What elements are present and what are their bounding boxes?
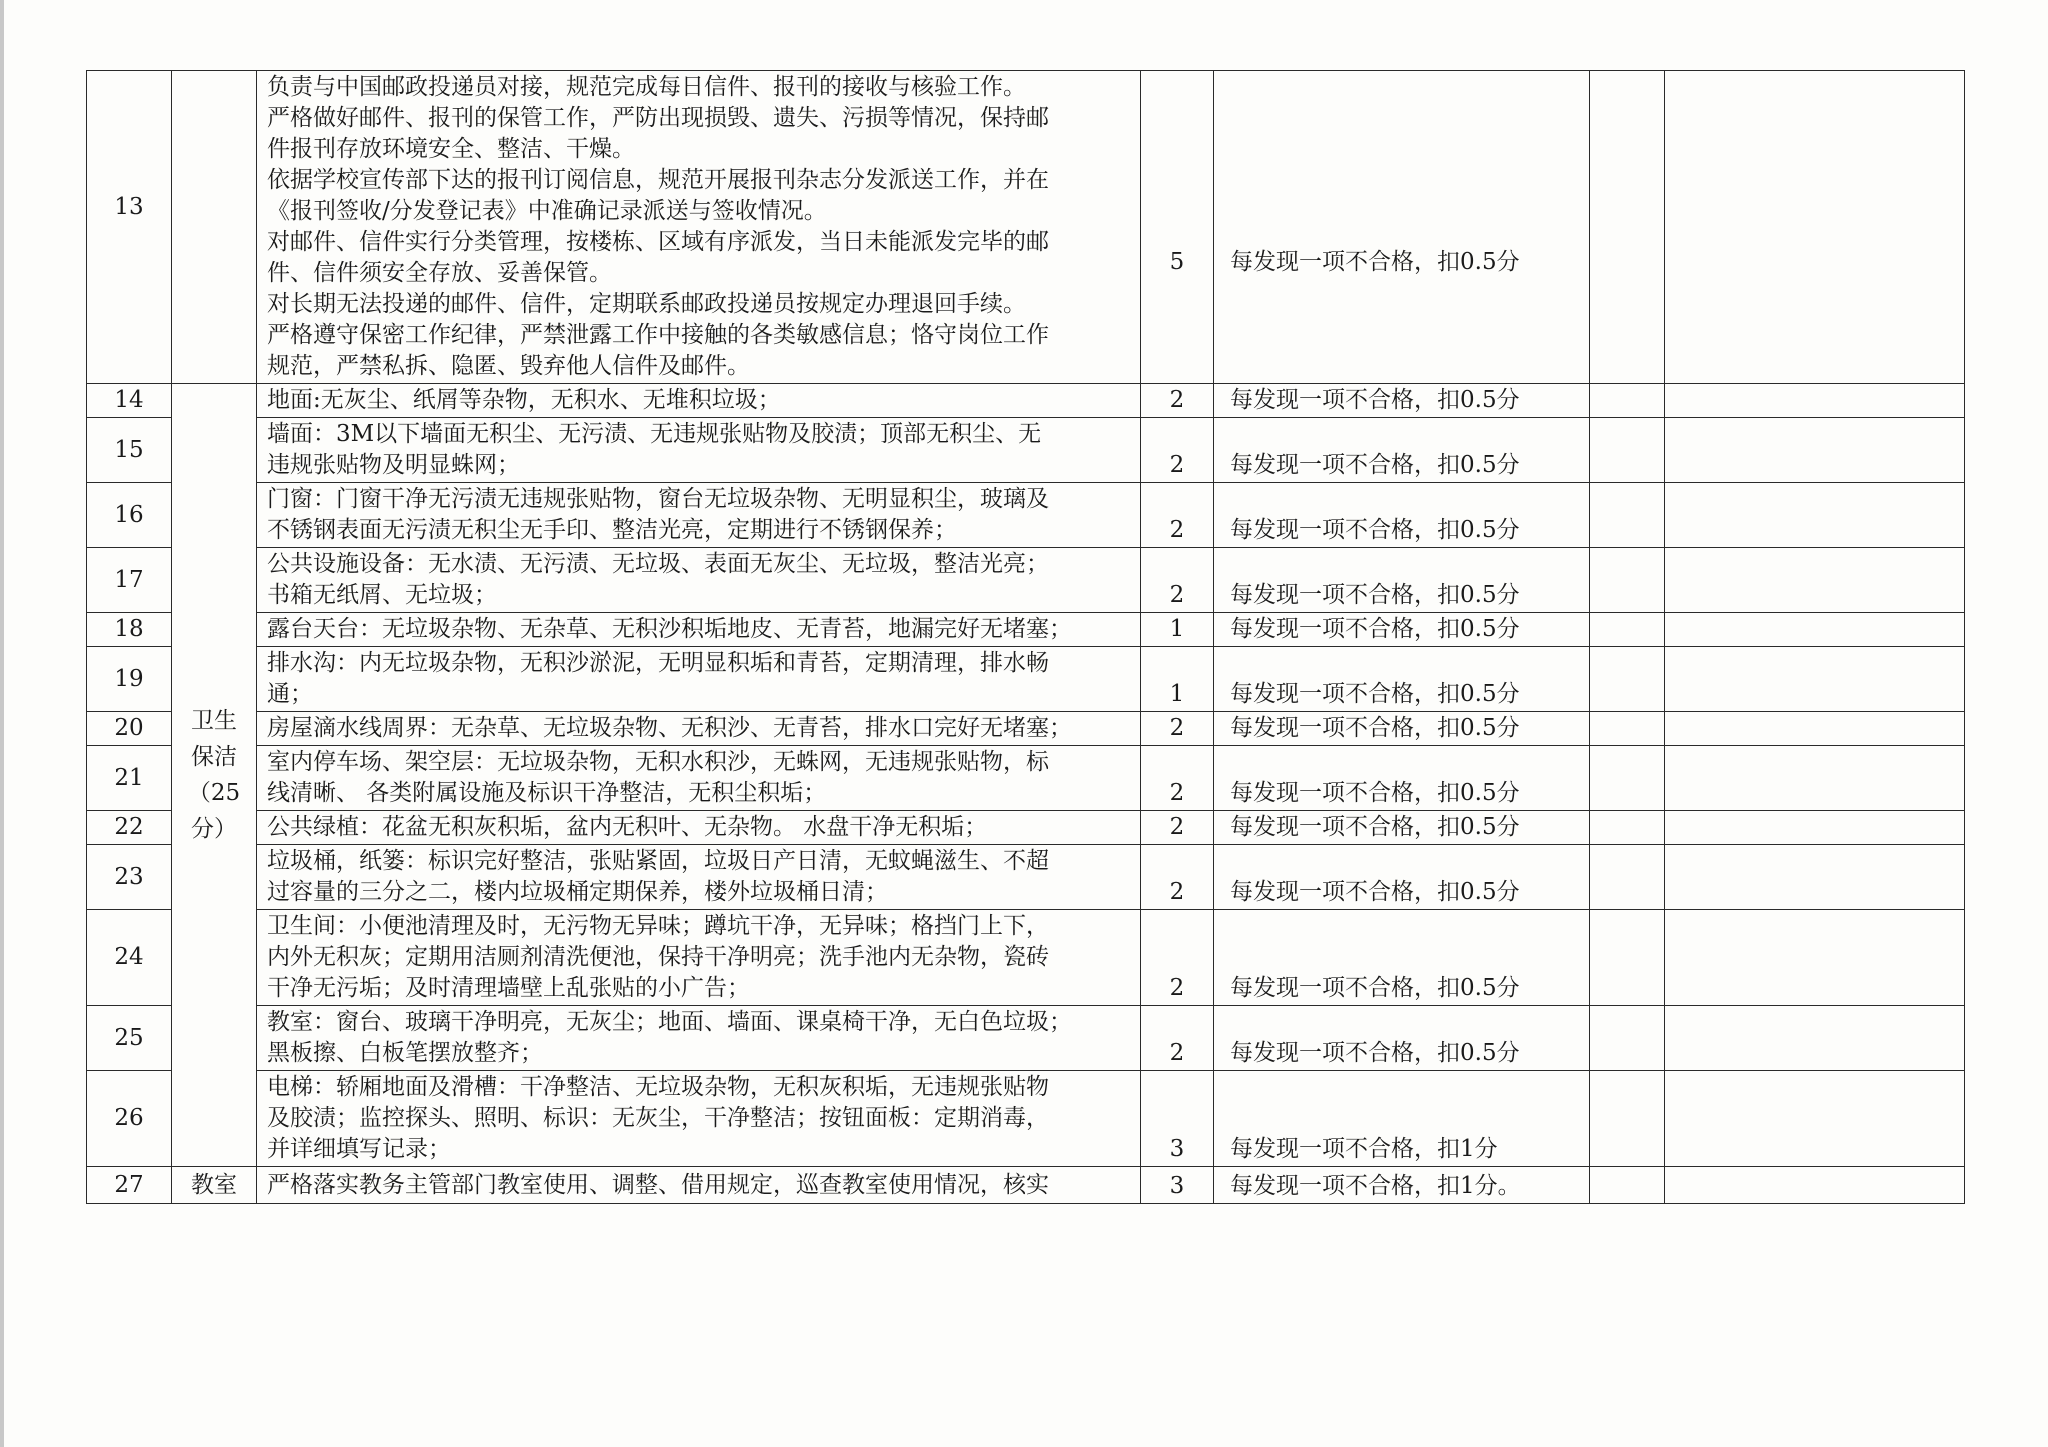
row-number: 20 <box>87 712 172 746</box>
deduction-rule: 每发现一项不合格，扣0.5分 <box>1214 712 1590 746</box>
row-number: 18 <box>87 613 172 647</box>
table-row <box>87 1167 1965 1204</box>
requirement-line: 对邮件、信件实行分类管理，按楼栋、区域有序派发，当日未能派发完毕的邮 <box>267 229 1049 255</box>
blank-cell <box>1590 746 1665 811</box>
requirement-line: 依据学校宣传部下达的报刊订阅信息，规范开展报刊杂志分发派送工作，并在 <box>267 167 1049 193</box>
blank-cell <box>1665 1006 1965 1071</box>
row-number: 17 <box>87 548 172 613</box>
blank-cell <box>1665 910 1965 1006</box>
row-number: 27 <box>87 1167 172 1204</box>
deduction-rule: 每发现一项不合格，扣0.5分 <box>1214 647 1590 712</box>
requirement-content <box>257 845 1141 910</box>
requirement-content <box>257 647 1141 712</box>
requirement-line: 书箱无纸屑、无垃圾； <box>267 582 497 608</box>
requirement-content <box>257 483 1141 548</box>
blank-cell <box>1665 483 1965 548</box>
row-number: 19 <box>87 647 172 712</box>
deduction-rule: 每发现一项不合格，扣0.5分 <box>1214 71 1590 384</box>
requirement-content <box>257 613 1141 647</box>
requirement-line: 公共绿植：花盆无积灰积垢，盆内无积叶、无杂物。 水盘干净无积垢； <box>267 814 988 840</box>
table-row <box>87 1071 1965 1167</box>
requirement-line: 并详细填写记录； <box>267 1136 451 1162</box>
table-row <box>87 71 1965 384</box>
deduction-rule: 每发现一项不合格，扣0.5分 <box>1214 845 1590 910</box>
requirement-line: 严格落实教务主管部门教室使用、调整、借用规定，巡查教室使用情况，核实 <box>267 1171 1049 1198</box>
requirement-line: 黑板擦、白板笔摆放整齐； <box>267 1040 543 1066</box>
requirement-line: 干净无污垢；及时清理墙壁上乱张贴的小广告； <box>267 975 750 1001</box>
blank-cell <box>1590 845 1665 910</box>
requirement-line: 件报刊存放环境安全、整洁、干燥。 <box>267 136 635 162</box>
requirement-content <box>257 418 1141 483</box>
category-line: 分） <box>191 816 237 842</box>
blank-cell <box>1590 910 1665 1006</box>
requirement-line: 不锈钢表面无污渍无积尘无手印、整洁光亮，定期进行不锈钢保养； <box>267 517 957 543</box>
requirement-line: 严格遵守保密工作纪律，严禁泄露工作中接触的各类敏感信息；恪守岗位工作 <box>267 322 1049 348</box>
requirement-content <box>257 811 1141 845</box>
row-number: 14 <box>87 384 172 418</box>
table-row <box>87 746 1965 811</box>
deduction-rule: 每发现一项不合格，扣0.5分 <box>1214 418 1590 483</box>
deduction-rule: 每发现一项不合格，扣1分。 <box>1214 1167 1590 1204</box>
category-line: 卫生 <box>191 708 237 734</box>
row-number: 25 <box>87 1006 172 1071</box>
blank-cell <box>1665 1167 1965 1204</box>
score-cell: 5 <box>1141 71 1214 384</box>
requirement-line: 地面:无灰尘、纸屑等杂物，无积水、无堆积垃圾； <box>267 387 781 413</box>
deduction-rule: 每发现一项不合格，扣0.5分 <box>1214 384 1590 418</box>
score-cell: 2 <box>1141 910 1214 1006</box>
table-row <box>87 811 1965 845</box>
requirement-line: 门窗：门窗干净无污渍无违规张贴物，窗台无垃圾杂物、无明显积尘，玻璃及 <box>267 486 1049 512</box>
blank-cell <box>1665 712 1965 746</box>
requirement-content <box>257 548 1141 613</box>
table-row <box>87 613 1965 647</box>
blank-cell <box>1665 746 1965 811</box>
score-cell: 3 <box>1141 1167 1214 1204</box>
blank-cell <box>1665 845 1965 910</box>
requirement-content <box>257 1167 1141 1204</box>
deduction-rule: 每发现一项不合格，扣0.5分 <box>1214 613 1590 647</box>
category-line: （25 <box>187 780 241 806</box>
table-row <box>87 845 1965 910</box>
row-number: 26 <box>87 1071 172 1167</box>
row-number: 22 <box>87 811 172 845</box>
requirement-line: 线清晰、 各类附属设施及标识干净整洁，无积尘积垢； <box>267 780 827 806</box>
requirement-line: 公共设施设备：无水渍、无污渍、无垃圾、表面无灰尘、无垃圾，整洁光亮； <box>267 551 1049 577</box>
table-row <box>87 647 1965 712</box>
requirement-line: 规范，严禁私拆、隐匿、毁弃他人信件及邮件。 <box>267 353 750 379</box>
blank-cell <box>1590 548 1665 613</box>
deduction-rule: 每发现一项不合格，扣0.5分 <box>1214 746 1590 811</box>
requirement-line: 墙面：3M以下墙面无积尘、无污渍、无违规张贴物及胶渍；顶部无积尘、无 <box>267 421 1042 447</box>
score-cell: 2 <box>1141 1006 1214 1071</box>
deduction-rule: 每发现一项不合格，扣0.5分 <box>1214 548 1590 613</box>
blank-cell <box>1590 647 1665 712</box>
score-cell: 2 <box>1141 811 1214 845</box>
scan-edge <box>0 0 4 1447</box>
row-number: 16 <box>87 483 172 548</box>
requirement-line: 严格做好邮件、报刊的保管工作，严防出现损毁、遗失、污损等情况，保持邮 <box>267 105 1049 131</box>
deduction-rule: 每发现一项不合格，扣0.5分 <box>1214 811 1590 845</box>
blank-cell <box>1590 1071 1665 1167</box>
blank-cell <box>1665 811 1965 845</box>
requirement-content <box>257 1071 1141 1167</box>
requirement-line: 通； <box>267 681 313 707</box>
table-row <box>87 712 1965 746</box>
table-row <box>87 548 1965 613</box>
category-line: 保洁 <box>191 744 237 770</box>
table-row <box>87 418 1965 483</box>
requirement-line: 《报刊签收/分发登记表》中准确记录派送与签收情况。 <box>267 198 827 224</box>
blank-cell <box>1665 647 1965 712</box>
table-row <box>87 1006 1965 1071</box>
score-cell: 2 <box>1141 418 1214 483</box>
requirement-content <box>257 910 1141 1006</box>
requirement-line: 违规张贴物及明显蛛网； <box>267 452 520 478</box>
requirement-line: 垃圾桶，纸篓：标识完好整洁，张贴紧固，垃圾日产日清，无蚊蝇滋生、不超 <box>267 848 1049 874</box>
blank-cell <box>1590 418 1665 483</box>
score-cell: 2 <box>1141 746 1214 811</box>
requirement-content <box>257 1006 1141 1071</box>
requirement-content <box>257 712 1141 746</box>
blank-cell <box>1590 712 1665 746</box>
requirement-line: 内外无积灰；定期用洁厕剂清洗便池，保持干净明亮；洗手池内无杂物，瓷砖 <box>267 944 1049 970</box>
category-cell-empty <box>172 71 257 384</box>
requirement-line: 露台天台：无垃圾杂物、无杂草、无积沙积垢地皮、无青苔，地漏完好无堵塞； <box>267 616 1072 642</box>
row-number: 15 <box>87 418 172 483</box>
requirement-line: 室内停车场、架空层：无垃圾杂物，无积水积沙，无蛛网，无违规张贴物，标 <box>267 749 1049 775</box>
blank-cell <box>1590 811 1665 845</box>
deduction-rule: 每发现一项不合格，扣0.5分 <box>1214 483 1590 548</box>
blank-cell <box>1590 483 1665 548</box>
requirement-line: 对长期无法投递的邮件、信件，定期联系邮政投递员按规定办理退回手续。 <box>267 291 1026 317</box>
score-cell: 2 <box>1141 845 1214 910</box>
row-number: 13 <box>87 71 172 384</box>
table-row <box>87 384 1965 418</box>
requirement-line: 及胶渍；监控探头、照明、标识：无灰尘，干净整洁；按钮面板：定期消毒， <box>267 1105 1049 1131</box>
requirement-content <box>257 384 1141 418</box>
table-row <box>87 483 1965 548</box>
requirement-line: 负责与中国邮政投递员对接，规范完成每日信件、报刊的接收与核验工作。 <box>267 74 1026 100</box>
score-cell: 1 <box>1141 647 1214 712</box>
blank-cell <box>1665 613 1965 647</box>
score-cell: 3 <box>1141 1071 1214 1167</box>
table-row <box>87 910 1965 1006</box>
row-number: 24 <box>87 910 172 1006</box>
deduction-rule: 每发现一项不合格，扣0.5分 <box>1214 1006 1590 1071</box>
assessment-table <box>86 70 1965 1204</box>
score-cell: 2 <box>1141 548 1214 613</box>
requirement-line: 电梯：轿厢地面及滑槽：干净整洁、无垃圾杂物，无积灰积垢，无违规张贴物 <box>267 1074 1049 1100</box>
requirement-line: 件、信件须安全存放、妥善保管。 <box>267 260 612 286</box>
deduction-rule: 每发现一项不合格，扣1分 <box>1214 1071 1590 1167</box>
requirement-line: 卫生间：小便池清理及时，无污物无异味；蹲坑干净，无异味；格挡门上下， <box>267 913 1049 939</box>
requirement-line: 教室：窗台、玻璃干净明亮，无灰尘；地面、墙面、课桌椅干净，无白色垃圾； <box>267 1009 1072 1035</box>
requirement-line: 过容量的三分之二，楼内垃圾桶定期保养，楼外垃圾桶日清； <box>267 879 888 905</box>
blank-cell <box>1590 384 1665 418</box>
requirement-line: 排水沟：内无垃圾杂物，无积沙淤泥，无明显积垢和青苔，定期清理，排水畅 <box>267 650 1049 676</box>
blank-cell <box>1590 71 1665 384</box>
blank-cell <box>1665 418 1965 483</box>
score-cell: 2 <box>1141 712 1214 746</box>
blank-cell <box>1665 1071 1965 1167</box>
blank-cell <box>1665 71 1965 384</box>
requirement-content <box>257 746 1141 811</box>
deduction-rule: 每发现一项不合格，扣0.5分 <box>1214 910 1590 1006</box>
score-cell: 1 <box>1141 613 1214 647</box>
blank-cell <box>1590 613 1665 647</box>
blank-cell <box>1590 1006 1665 1071</box>
requirement-line: 房屋滴水线周界：无杂草、无垃圾杂物、无积沙、无青苔，排水口完好无堵塞； <box>267 715 1072 741</box>
blank-cell <box>1665 384 1965 418</box>
requirement-content <box>257 71 1141 384</box>
row-number: 23 <box>87 845 172 910</box>
score-cell: 2 <box>1141 384 1214 418</box>
row-number: 21 <box>87 746 172 811</box>
blank-cell <box>1590 1167 1665 1204</box>
score-cell: 2 <box>1141 483 1214 548</box>
category-classroom: 教室 <box>172 1167 257 1204</box>
category-sanitation <box>172 384 257 1167</box>
blank-cell <box>1665 548 1965 613</box>
